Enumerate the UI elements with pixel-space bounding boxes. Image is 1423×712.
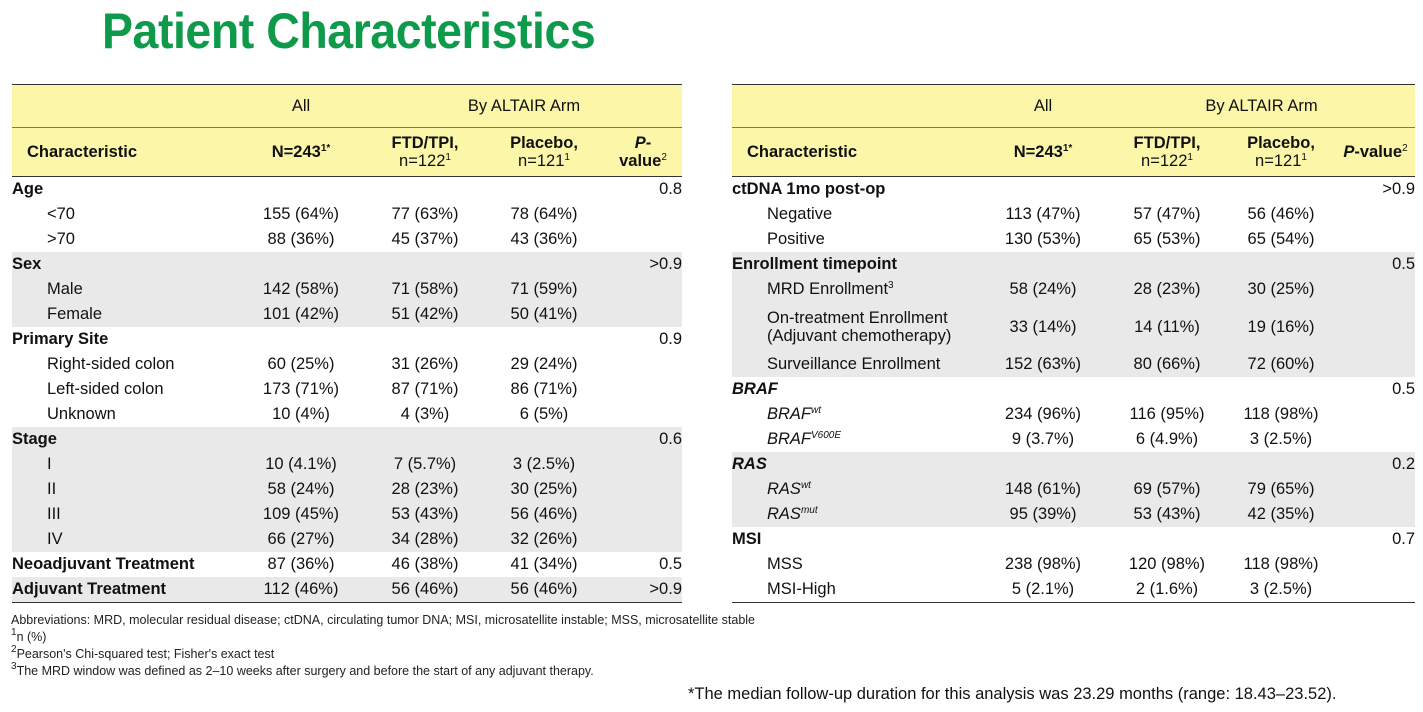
row-label: Sex: [12, 252, 236, 277]
all-value: [978, 252, 1108, 277]
all-value: 238 (98%): [1004, 555, 1082, 574]
ftd-value: 71 (58%): [366, 277, 484, 302]
row-label: $BRAF^{V600E}$: [767, 430, 842, 449]
row-label: Left-sided colon: [47, 380, 164, 399]
all-value: 101 (42%): [236, 302, 366, 327]
ftd-value: 31 (26%): [391, 355, 459, 374]
footnote-2: $^2$Pearson's Chi-squared test; Fisher's exact test: [11, 644, 275, 661]
p-value: 0.5: [1392, 380, 1415, 399]
placebo-value: 56 (46%): [484, 502, 604, 527]
placebo-value: [1226, 452, 1336, 477]
row-label: <70: [47, 205, 75, 224]
table-row: [732, 227, 1415, 252]
row-label: Stage: [12, 427, 236, 452]
p-value: [604, 352, 682, 377]
p-value: [1336, 477, 1415, 502]
all-value: 234 (96%): [1004, 405, 1082, 424]
p-value: [604, 502, 682, 527]
row-label: RAS: [732, 452, 978, 477]
placebo-value: [1226, 177, 1336, 203]
row-label: MRD Enrollment$^3$: [732, 277, 978, 302]
all-value: 142 (58%): [236, 277, 366, 302]
all-value: [236, 252, 366, 277]
placebo-value: 78 (64%): [510, 205, 578, 224]
table-row: [732, 427, 1415, 452]
page-title: Patient Characteristics: [102, 3, 596, 59]
ftd-value: [1108, 177, 1226, 203]
p-value: [604, 277, 682, 302]
p-value: [1336, 427, 1415, 452]
p-value: 0.5: [1336, 252, 1415, 277]
ftd-value: [366, 252, 484, 277]
all-value: [236, 427, 366, 452]
placebo-value: 50 (41%): [484, 302, 604, 327]
placebo-value: 30 (25%): [1226, 277, 1336, 302]
ftd-value: 14 (11%): [1108, 302, 1226, 352]
placebo-value: 29 (24%): [510, 355, 578, 374]
all-value: 95 (39%): [978, 502, 1108, 527]
ftd-value: 53 (43%): [1108, 502, 1226, 527]
placebo-value: [484, 427, 604, 452]
group-header-row: [12, 85, 682, 128]
table-row: [732, 577, 1415, 603]
p-value-header: P-value$^2$: [1336, 128, 1415, 177]
table-row: [732, 402, 1415, 427]
ftd-value: 120 (98%): [1128, 555, 1206, 574]
ftd-value: [1108, 252, 1226, 277]
placebo-value: 71 (59%): [484, 277, 604, 302]
row-label: ctDNA 1mo post-op: [732, 180, 886, 199]
placebo-value: 118 (98%): [1243, 555, 1319, 574]
all-value: [978, 377, 1108, 402]
row-label: MSI: [732, 530, 762, 549]
p-value-header: P- value$^2$: [604, 128, 682, 177]
footnote-1: $^1$n (%): [11, 627, 47, 644]
placebo-value: [1226, 527, 1336, 552]
ftd-value: 6 (4.9%): [1135, 430, 1199, 449]
p-value: [604, 377, 682, 402]
all-value: 33 (14%): [978, 302, 1108, 352]
ftd-value: 87 (71%): [391, 380, 459, 399]
ftd-value: 57 (47%): [1133, 205, 1201, 224]
table-row: [732, 527, 1415, 552]
characteristic-header: Characteristic: [732, 128, 978, 177]
row-label: III: [12, 502, 236, 527]
row-label: Enrollment timepoint: [732, 252, 978, 277]
table-row: [732, 552, 1415, 577]
footnote-abbreviations: Abbreviations: MRD, molecular residual disease; ctDNA, circulating tumor DNA; MSI, microsatellite instable; MSS, microsatellite stable: [11, 613, 756, 627]
by-arm-group-header: By ALTAIR Arm: [366, 85, 682, 128]
ftd-value: [1108, 377, 1226, 402]
row-label: Right-sided colon: [47, 355, 175, 374]
ftd-value: [366, 177, 484, 203]
ftd-value: 53 (43%): [366, 502, 484, 527]
all-value: [978, 452, 1108, 477]
ftd-value: [366, 427, 484, 452]
characteristic-header: Characteristic: [12, 128, 236, 177]
row-label: Female: [12, 302, 236, 327]
all-value: 88 (36%): [267, 230, 335, 249]
all-value: 9 (3.7%): [1011, 430, 1075, 449]
ftd-value: 7 (5.7%): [366, 452, 484, 477]
table-row: [12, 252, 682, 277]
row-label: IV: [12, 527, 236, 552]
table-row: [12, 577, 682, 603]
placebo-value: [1226, 377, 1336, 402]
p-value: [604, 202, 682, 227]
all-value: [978, 177, 1108, 203]
ftd-value: 56 (46%): [366, 577, 484, 603]
row-label: Male: [12, 277, 236, 302]
table-row: [12, 202, 682, 227]
table-row: [732, 277, 1415, 302]
ftd-value: 45 (37%): [391, 230, 459, 249]
table-row: [732, 177, 1415, 203]
placebo-header: Placebo, $n=121^1$: [484, 128, 604, 177]
ftd-value: [1108, 452, 1226, 477]
all-value: 10 (4.1%): [236, 452, 366, 477]
ftd-value: 2 (1.6%): [1108, 577, 1226, 603]
median-followup-note: *The median follow-up duration for this analysis was 23.29 months (range: 18.43–23.52).: [688, 685, 1337, 703]
p-value: 0.2: [1336, 452, 1415, 477]
table-row: [12, 352, 682, 377]
all-group-header: All: [236, 85, 366, 128]
all-value: 112 (46%): [236, 577, 366, 603]
p-value: [604, 302, 682, 327]
placebo-value: 30 (25%): [484, 477, 604, 502]
all-group-header: All: [978, 85, 1108, 128]
row-label: MSI-High: [732, 577, 978, 603]
table-row: [732, 252, 1415, 277]
table-row: [732, 502, 1415, 527]
table-row: [732, 452, 1415, 477]
ftd-value: 34 (28%): [366, 527, 484, 552]
ftd-value: 69 (57%): [1108, 477, 1226, 502]
placebo-value: 42 (35%): [1226, 502, 1336, 527]
p-value: [1336, 402, 1415, 427]
table-row: [732, 477, 1415, 502]
placebo-value: [484, 252, 604, 277]
all-value: 66 (27%): [236, 527, 366, 552]
row-label: >70: [47, 230, 75, 249]
placebo-value: 32 (26%): [484, 527, 604, 552]
table-row: [732, 377, 1415, 402]
row-label: BRAF: [732, 380, 778, 399]
row-label: Age: [12, 180, 44, 199]
placebo-value: 118 (98%): [1243, 405, 1319, 424]
placebo-value: 86 (71%): [510, 380, 578, 399]
placebo-value: 43 (36%): [510, 230, 578, 249]
row-label: $RAS^{wt}$: [732, 477, 978, 502]
all-value: 10 (4%): [272, 405, 330, 424]
p-value: [604, 402, 682, 427]
ftd-value: 28 (23%): [1108, 277, 1226, 302]
n-total-header: $N=243^{1*}$: [236, 128, 366, 177]
ftd-value: 51 (42%): [366, 302, 484, 327]
all-value: [978, 527, 1108, 552]
table-row: [12, 277, 682, 302]
ftd-value: 80 (66%): [1108, 352, 1226, 377]
placebo-value: 65 (54%): [1247, 230, 1315, 249]
ftd-value: 46 (38%): [391, 555, 459, 574]
p-value: [1336, 227, 1415, 252]
p-value: [1336, 552, 1415, 577]
ftd-value: [1108, 527, 1226, 552]
table-row: [12, 327, 682, 352]
column-header-row: [12, 128, 682, 177]
p-value: >0.9: [1382, 180, 1415, 199]
all-value: 109 (45%): [236, 502, 366, 527]
footnotes: [11, 612, 755, 680]
placebo-value: 3 (2.5%): [484, 452, 604, 477]
row-label: MSS: [767, 555, 803, 574]
row-label: Positive: [767, 230, 825, 249]
p-value: >0.9: [604, 577, 682, 603]
ftd-value: 65 (53%): [1133, 230, 1201, 249]
table-row: [12, 302, 682, 327]
table-row: [12, 502, 682, 527]
p-value: 0.8: [659, 180, 682, 199]
ftd-value: [366, 327, 484, 352]
table-row: [12, 427, 682, 452]
row-label: On-treatment Enrollment (Adjuvant chemotherapy): [732, 302, 978, 352]
all-value: 5 (2.1%): [978, 577, 1108, 603]
all-value: 148 (61%): [978, 477, 1108, 502]
row-label: Primary Site: [12, 330, 109, 349]
placebo-header: Placebo, $n=121^1$: [1226, 128, 1336, 177]
table-row: [12, 227, 682, 252]
row-label: Unknown: [47, 405, 116, 424]
row-label: Negative: [767, 205, 833, 224]
placebo-value: 56 (46%): [1247, 205, 1315, 224]
row-label: I: [12, 452, 236, 477]
table-row: [732, 202, 1415, 227]
p-value: [1336, 302, 1415, 352]
all-value: [236, 327, 366, 352]
p-value: [1336, 577, 1415, 603]
p-value: [604, 227, 682, 252]
group-header-row: [732, 85, 1415, 128]
row-label: $BRAF^{wt}$: [767, 405, 822, 424]
table-row: [12, 527, 682, 552]
p-value: [1336, 202, 1415, 227]
all-value: 173 (71%): [262, 380, 340, 399]
placebo-value: 56 (46%): [484, 577, 604, 603]
all-value: 58 (24%): [978, 277, 1108, 302]
all-value: 58 (24%): [236, 477, 366, 502]
ftd-value: 116 (95%): [1129, 405, 1205, 424]
row-label: Surveillance Enrollment: [732, 352, 978, 377]
p-value: [604, 527, 682, 552]
n-total-header: $N=243^{1*}$: [978, 128, 1108, 177]
footnote-3: $^3$The MRD window was defined as 2–10 weeks after surgery and before the start of any adjuvant therapy.: [11, 661, 594, 678]
all-value: 130 (53%): [1004, 230, 1082, 249]
patient-characteristics-table-left: [12, 84, 682, 603]
row-label: Adjuvant Treatment: [12, 577, 236, 603]
ftd-value: 4 (3%): [400, 405, 450, 424]
placebo-value: [1226, 252, 1336, 277]
placebo-value: 72 (60%): [1226, 352, 1336, 377]
by-arm-group-header: By ALTAIR Arm: [1108, 85, 1415, 128]
table-row: [12, 177, 682, 203]
ftd-tpi-header: FTD/TPI, $n=122^1$: [1108, 128, 1226, 177]
all-value: 60 (25%): [267, 355, 335, 374]
placebo-value: 3 (2.5%): [1249, 430, 1313, 449]
p-value: [1336, 502, 1415, 527]
table-row: [12, 402, 682, 427]
p-value: >0.9: [604, 252, 682, 277]
table-row: [12, 477, 682, 502]
all-value: [236, 177, 366, 203]
p-value: 0.9: [659, 330, 682, 349]
p-value: 0.5: [659, 555, 682, 574]
placebo-value: 6 (5%): [519, 405, 569, 424]
table-row: [732, 302, 1415, 352]
table-row: [12, 377, 682, 402]
ftd-value: 28 (23%): [366, 477, 484, 502]
placebo-value: 19 (16%): [1226, 302, 1336, 352]
all-value: 152 (63%): [978, 352, 1108, 377]
row-label: $RAS^{mut}$: [732, 502, 978, 527]
all-value: 113 (47%): [1005, 205, 1081, 224]
patient-characteristics-table-right: [732, 84, 1415, 603]
ftd-tpi-header: FTD/TPI, $n=122^1$: [366, 128, 484, 177]
placebo-value: [484, 177, 604, 203]
p-value: [604, 452, 682, 477]
ftd-value: 77 (63%): [391, 205, 459, 224]
table-row: [732, 352, 1415, 377]
placebo-value: [484, 327, 604, 352]
all-value: 155 (64%): [262, 205, 340, 224]
p-value: [1336, 352, 1415, 377]
placebo-value: 41 (34%): [510, 555, 578, 574]
table-row: [12, 552, 682, 577]
row-label: II: [12, 477, 236, 502]
column-header-row: [732, 128, 1415, 177]
p-value: [1336, 277, 1415, 302]
p-value: 0.6: [604, 427, 682, 452]
placebo-value: 3 (2.5%): [1226, 577, 1336, 603]
p-value: 0.7: [1392, 530, 1415, 549]
row-label: Neoadjuvant Treatment: [12, 555, 195, 574]
placebo-value: 79 (65%): [1226, 477, 1336, 502]
all-value: 87 (36%): [267, 555, 335, 574]
p-value: [604, 477, 682, 502]
table-row: [12, 452, 682, 477]
